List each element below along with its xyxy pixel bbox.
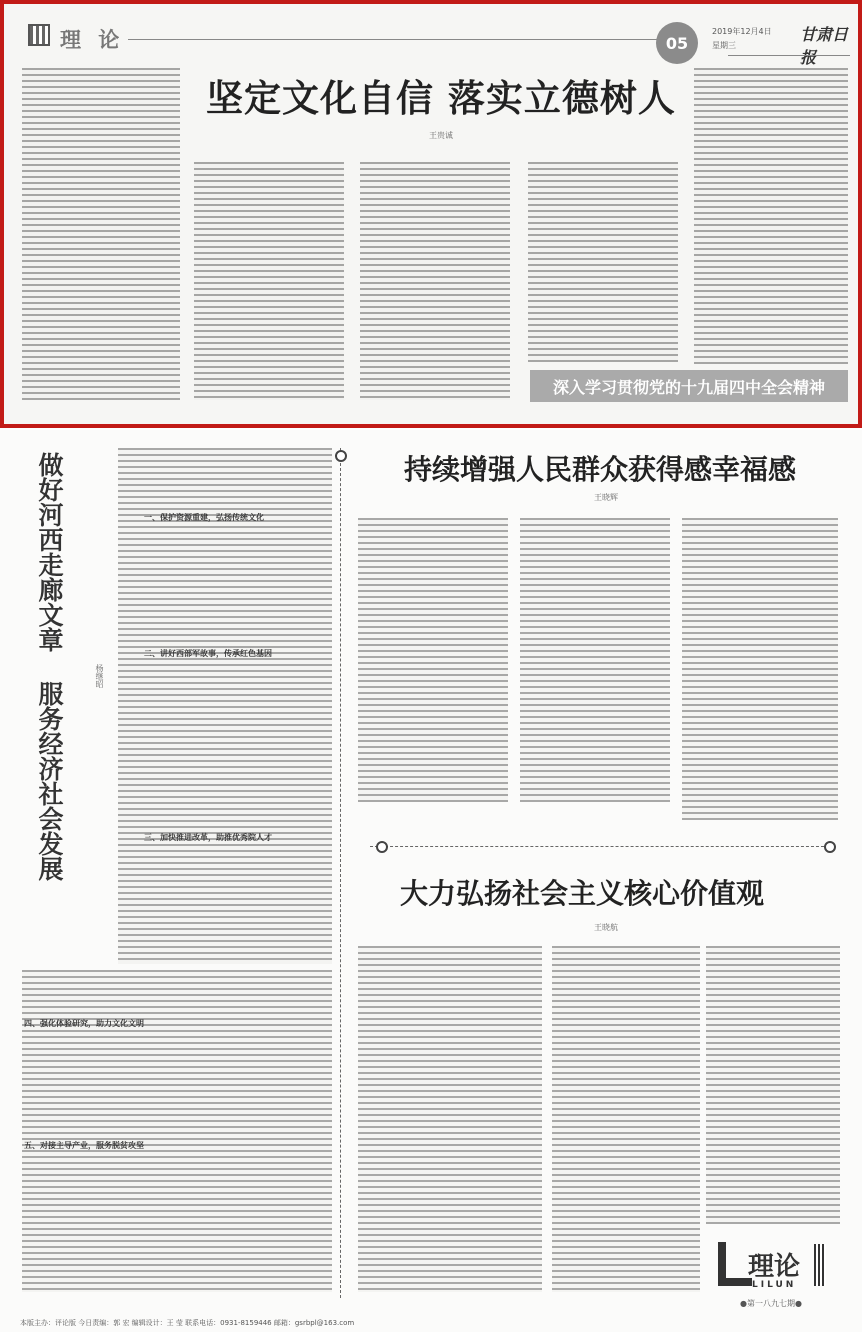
left-article-byline: 杨继昭: [95, 664, 104, 688]
left-article-headline: 做好河西走廊文章 服务经济社会发展: [35, 452, 64, 881]
divider-ornament: [335, 450, 347, 462]
article-column: [194, 162, 344, 400]
issue-number: ●第一八九七期●: [740, 1299, 802, 1308]
page-number-badge: 05: [656, 22, 698, 64]
left-article-subtitle: 三、加快推进改革，助推优秀院人才: [144, 833, 272, 842]
right-bottom-column: [706, 946, 840, 1224]
right-top-column: [358, 518, 508, 802]
issue-weekday: 星期三: [712, 41, 736, 50]
right-top-column: [682, 518, 838, 820]
top-headline: 坚定文化自信 落实立德树人: [206, 77, 676, 120]
page-footer: 本版主办：评论版 今日责编：郭 宏 编辑设计：王 莹 联系电话：0931-8159446 邮箱：gsrbpl@163.com: [20, 1319, 355, 1327]
right-top-headline: 持续增强人民群众获得感幸福感: [404, 453, 797, 486]
section-divider: [370, 846, 834, 847]
page-header: [22, 16, 849, 67]
article-column: [694, 68, 848, 364]
column-logo-en: LILUN: [752, 1280, 797, 1290]
top-byline: 王贵诚: [429, 131, 453, 140]
left-article-subtitle: 五、对接主导产业，服务脱贫攻坚: [24, 1141, 144, 1150]
right-top-column: [520, 518, 670, 802]
article-column: [360, 162, 510, 400]
article-column: [22, 68, 180, 400]
right-top-byline: 王晓辉: [594, 493, 618, 502]
header-rule: [728, 55, 850, 56]
header-rule: [128, 39, 658, 40]
column-divider: [340, 448, 341, 1298]
column-logo-text: 理论: [748, 1252, 801, 1282]
right-bottom-byline: 王晓航: [594, 923, 618, 932]
left-article-subtitle: 四、强化体验研究，助力文化文明: [24, 1019, 144, 1028]
divider-ornament: [824, 841, 836, 853]
section-name: 理 论: [60, 28, 125, 52]
top-newspaper-page: [0, 0, 862, 428]
newspaper-name: 甘肃日报: [800, 25, 849, 67]
campaign-banner: 深入学习贯彻党的十九届四中全会精神: [530, 370, 848, 402]
issue-date: 2019年12月4日: [712, 27, 772, 36]
divider-ornament: [376, 841, 388, 853]
qr-code-icon: [28, 24, 50, 46]
column-logo: [718, 1242, 828, 1294]
article-column: [528, 162, 678, 362]
right-bottom-column: [358, 946, 542, 1292]
right-bottom-headline: 大力弘扬社会主义核心价值观: [400, 877, 765, 910]
right-bottom-column: [552, 946, 700, 1292]
logo-bars-icon: [814, 1244, 826, 1286]
left-article-column: [118, 448, 332, 964]
logo-l-mark: [718, 1242, 752, 1286]
left-article-subtitle: 二、讲好西部军故事，传承红色基因: [144, 649, 272, 658]
left-article-subtitle: 一、保护资源重建，弘扬传统文化: [144, 513, 264, 522]
